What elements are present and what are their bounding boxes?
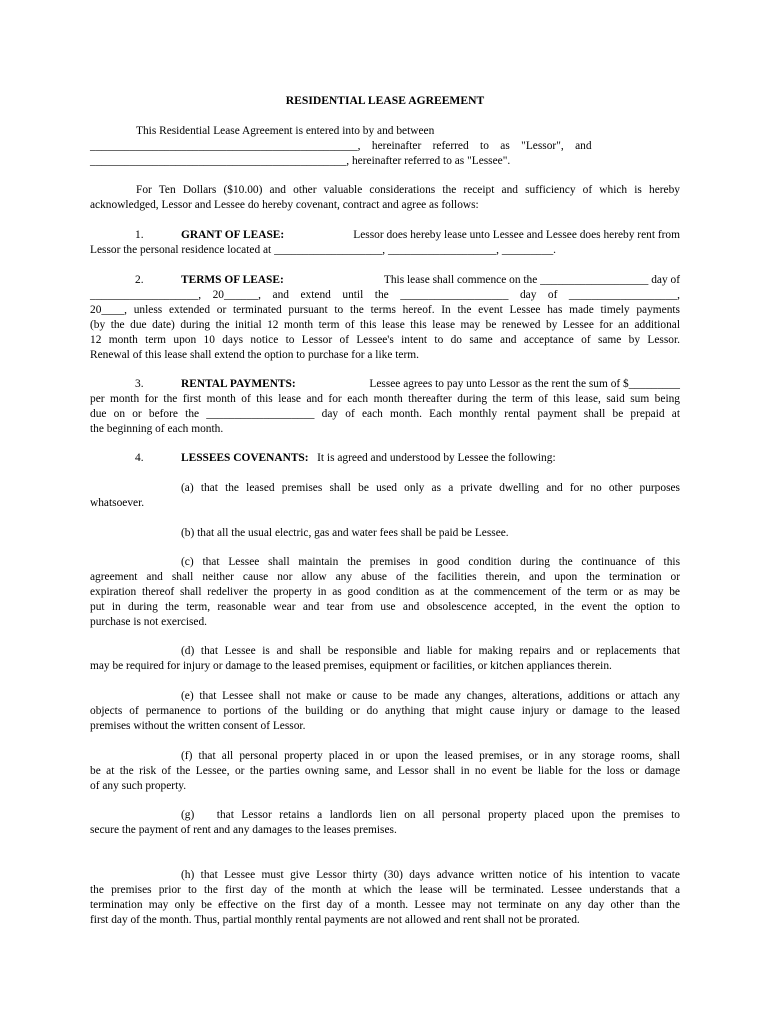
- section-line: Lessor the personal residence located at ___________________, ___________________, _________.: [90, 244, 556, 256]
- section-rental-payments: [90, 377, 680, 437]
- covenant-line: (b) that all the usual electric, gas and water fees shall be paid be Lessee.: [181, 527, 509, 539]
- covenant-line: (f) that all personal property placed in or upon the leased premises, or in any storage rooms, shall: [181, 750, 680, 762]
- section-number: 4.: [135, 452, 144, 464]
- covenant-line: (c) that Lessee shall maintain the premises in good condition during the continuance of this: [181, 556, 680, 568]
- covenant-d: [90, 644, 680, 674]
- covenant-line: (g) that Lessor retains a landlords lien on all personal property placed upon the premises to: [181, 809, 680, 821]
- section-line: due on or before the ___________________ day of each month. Each monthly rental payment shall be prepaid at: [90, 408, 680, 420]
- intro-line: This Residential Lease Agreement is entered into by and between: [136, 125, 435, 137]
- covenant-line: may be required for injury or damage to the leased premises, equipment or facilities, or kitchen appliances therein.: [90, 660, 612, 672]
- covenant-a: [90, 481, 680, 511]
- covenant-line: agreement and shall neither cause nor allow any abuse of the facilities therein, and upon the termination or: [90, 571, 680, 583]
- section-line: (by the due date) during the initial 12 month term of this lease this lease may be renewed by Lessee for an additional: [90, 319, 680, 331]
- covenant-line: (a) that the leased premises shall be used only as a private dwelling and for no other purposes: [181, 482, 680, 494]
- covenant-line: termination may only be effective on the first day of a month. Lessee may not terminate on any day other than the: [90, 899, 680, 911]
- covenant-line: (d) that Lessee is and shall be responsible and liable for making repairs and or replacements that: [181, 645, 680, 657]
- intro-paragraph: [90, 124, 680, 169]
- section-line: ___________________, 20______, and extend until the ___________________ day of ___________________,: [90, 289, 680, 301]
- section-heading: LESSEES COVENANTS:: [181, 452, 309, 464]
- covenant-line: (h) that Lessee must give Lessor thirty (30) days advance written notice of his intention to vacate: [181, 869, 680, 881]
- section-terms-of-lease: [90, 273, 680, 363]
- document-title: RESIDENTIAL LEASE AGREEMENT: [285, 94, 485, 107]
- section-heading: TERMS OF LEASE:: [181, 274, 284, 286]
- intro-line: _____________________________________________, hereinafter referred to as "Lessee".: [90, 155, 511, 167]
- covenant-line: premises without the written consent of Lessor.: [90, 720, 306, 732]
- covenant-line: the premises prior to the first day of the month at which the lease will be terminated. Lessee understands that a: [90, 884, 680, 896]
- section-number: 2.: [135, 274, 144, 286]
- covenant-line: purchase is not exercised.: [90, 616, 208, 628]
- covenant-e: [90, 689, 680, 734]
- covenant-line: (e) that Lessee shall not make or cause to be made any changes, alterations, additions or attach any: [181, 690, 680, 702]
- section-grant-of-lease: [90, 228, 680, 258]
- section-line: It is agreed and understood by Lessee the following:: [317, 452, 556, 464]
- section-lessees-covenants: [90, 451, 680, 466]
- section-line: per month for the first month of this lease and for each month thereafter during the term of this lease, said sum being: [90, 393, 680, 405]
- section-line: Lessor does hereby lease unto Lessee and Lessee does hereby rent from: [353, 229, 680, 241]
- covenant-line: put in during the term, reasonable wear and tear from use and obsolescence accepted, in the event the option to: [90, 601, 680, 613]
- covenant-c: [90, 555, 680, 630]
- section-heading: GRANT OF LEASE:: [181, 229, 285, 241]
- covenant-f: [90, 749, 680, 794]
- section-line: 20____, unless extended or terminated pursuant to the terms hereof. In the event Lessee has made timely payments: [90, 304, 680, 316]
- section-line: Lessee agrees to pay unto Lessor as the rent the sum of $_________: [369, 378, 680, 390]
- section-line: 12 month term upon 10 days notice to Lessor of Lessee's intent to do same and acceptance of same by Lessor.: [90, 334, 680, 346]
- section-number: 3.: [135, 378, 144, 390]
- covenant-line: secure the payment of rent and any damages to the leases premises.: [90, 824, 397, 836]
- section-line: This lease shall commence on the ___________________ day of: [383, 274, 680, 286]
- covenant-line: be at the risk of the Lessee, or the parties owning same, and Lessor shall in no event be liable for the loss or damage: [90, 765, 680, 777]
- consideration-line: For Ten Dollars ($10.00) and other valuable considerations the receipt and sufficiency of which is hereby: [136, 184, 680, 196]
- covenant-line: expiration thereof shall redeliver the property in as good condition as at the commencement of the term or as may be: [90, 586, 680, 598]
- section-line: Renewal of this lease shall extend the option to purchase for a like term.: [90, 349, 419, 361]
- covenant-line: objects of permanence to portions of the building or do anything that might cause injury or damage to the leased: [90, 705, 680, 717]
- consideration-paragraph: [90, 183, 680, 213]
- covenant-h: [90, 868, 680, 928]
- consideration-line: acknowledged, Lessor and Lessee do hereby covenant, contract and agree as follows:: [90, 199, 479, 211]
- covenant-line: whatsoever.: [90, 497, 145, 509]
- covenant-b: [90, 526, 680, 541]
- intro-line: _______________________________________________, hereinafter referred to as "Lessor", and: [90, 140, 592, 152]
- covenant-g: [90, 808, 680, 838]
- section-line: the beginning of each month.: [90, 423, 224, 435]
- section-number: 1.: [135, 229, 144, 241]
- covenant-line: first day of the month. Thus, partial monthly rental payments are not allowed and rent shall not be prorated.: [90, 914, 580, 926]
- covenant-line: of any such property.: [90, 780, 187, 792]
- section-heading: RENTAL PAYMENTS:: [181, 378, 296, 390]
